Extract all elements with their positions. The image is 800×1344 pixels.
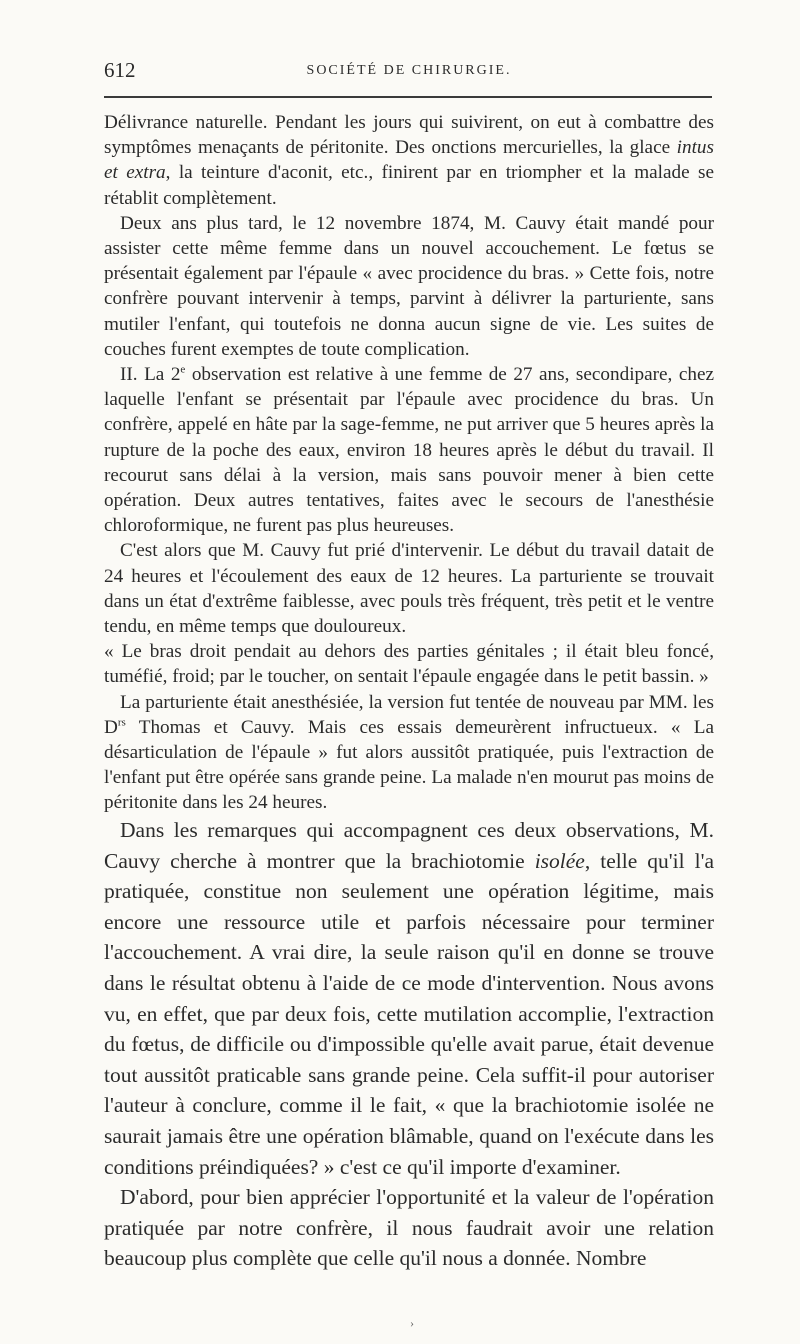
paragraph <box>104 110 714 211</box>
superscript: e <box>180 363 186 376</box>
text-run: Thomas et Cauvy. Mais ces essais demeurèrent infructueux. « La désarticulation de l'épaule » fut alors aussitôt pratiquée, puis l'extraction de l'enfant put être opérée sans grande peine. La malade n'en mourut pas moins de péritonite dans les 24 heures. <box>104 716 714 814</box>
italic-text: intus et extra <box>104 137 714 184</box>
superscript: rs <box>117 716 126 729</box>
paragraph <box>104 815 714 1182</box>
quote-paragraph: « Le bras droit pendait au dehors des parties génitales ; il était bleu foncé, tuméfié, froid; par le toucher, on sentait l'épaule engagée dans le petit bassin. » <box>104 641 714 688</box>
paragraph: D'abord, pour bien apprécier l'opportunité et la valeur de l'opération pratiquée par notre confrère, il nous faudrait avoir une relation beaucoup plus complète que celle qu'il nous a donnée. Nombre <box>104 1185 714 1271</box>
text-run: , telle qu'il l'a pratiquée, constitue non seulement une opération légitime, mais encore une ressource utile et parfois nécessaire pour terminer l'accouchement. A vrai dire, la seule raison qu'il en donne se trouve dans le résultat obtenu à l'aide de ce mode d'intervention. Nous avons vu, en effet, que par deux fois, cette mutilation accomplie, l'extraction du fœtus, de difficile ou d'impossible qu'elle avait parue, était devenue tout aussitôt praticable sans grande peine. Cela suffit-il pour autoriser l'auteur à conclure, comme il le fait, « que la brachiotomie isolée ne saurait jamais être une opération blâmable, quand on l'exécute dans les conditions préindiquées? » c'est ce qu'il importe d'examiner. <box>104 848 714 1179</box>
text-run: Dans les remarques qui accompagnent ces deux observations, M. Cauvy cherche à montrer que la brachiotomie <box>104 818 714 873</box>
paragraph: Deux ans plus tard, le 12 novembre 1874, M. Cauvy était mandé pour assister cette même femme dans un nouvel accouchement. Le fœtus se présentait également par l'épaule « avec procidence du bras. » Cette fois, notre confrère pouvant intervenir à temps, parvint à délivrer la parturiente, sans mutiler l'enfant, qui toutefois ne donna aucun signe de vie. Les suites de couches furent exemptes de toute complication. <box>104 212 714 360</box>
page-number: 612 <box>104 58 136 82</box>
paragraph: C'est alors que M. Cauvy fut prié d'intervenir. Le début du travail datait de 24 heures et l'écoulement des eaux de 12 heures. La parturiente se trouvait dans un état d'extrême faiblesse, avec pouls très fréquent, très petit et le ventre tendu, en même temps que douloureux. <box>104 540 714 638</box>
page-header <box>104 58 714 88</box>
text-run: observation est relative à une femme de 27 ans, secondipare, chez laquelle l'enfant se présentait par l'épaule avec procidence du bras. Un confrère, appelé en hâte par la sage-femme, ne put arriver que 5 heures après la rupture de la poche des eaux, environ 18 heures après le début du travail. Il recourut sans délai à la version, mais sans pouvoir mener à bien cette opération. Deux autres tentatives, faites avec le secours de l'anesthésie chloroformique, ne furent pas plus heureuses. <box>104 364 714 537</box>
commentary-block <box>104 815 714 1274</box>
italic-text: isolée <box>534 848 585 873</box>
running-title: SOCIÉTÉ DE CHIRURGIE. <box>306 63 512 78</box>
text-run: , la teinture d'aconit, etc., finirent par en triompher et la malade se rétablit complètement. <box>104 162 714 209</box>
header-rule <box>104 96 712 98</box>
page-mark: › <box>410 1316 414 1330</box>
paragraph <box>104 362 714 538</box>
text-run: Délivrance naturelle. Pendant les jours qui suivirent, on eut à combattre des symptômes menaçants de péritonite. Des onctions mercurielles, la glace <box>104 112 714 159</box>
text-run: La parturiente était anesthésiée, la version fut tentée de nouveau par MM. les D <box>104 691 714 738</box>
text-run: II. La 2 <box>120 364 181 386</box>
observations-block <box>104 110 714 816</box>
paragraph <box>104 690 714 816</box>
